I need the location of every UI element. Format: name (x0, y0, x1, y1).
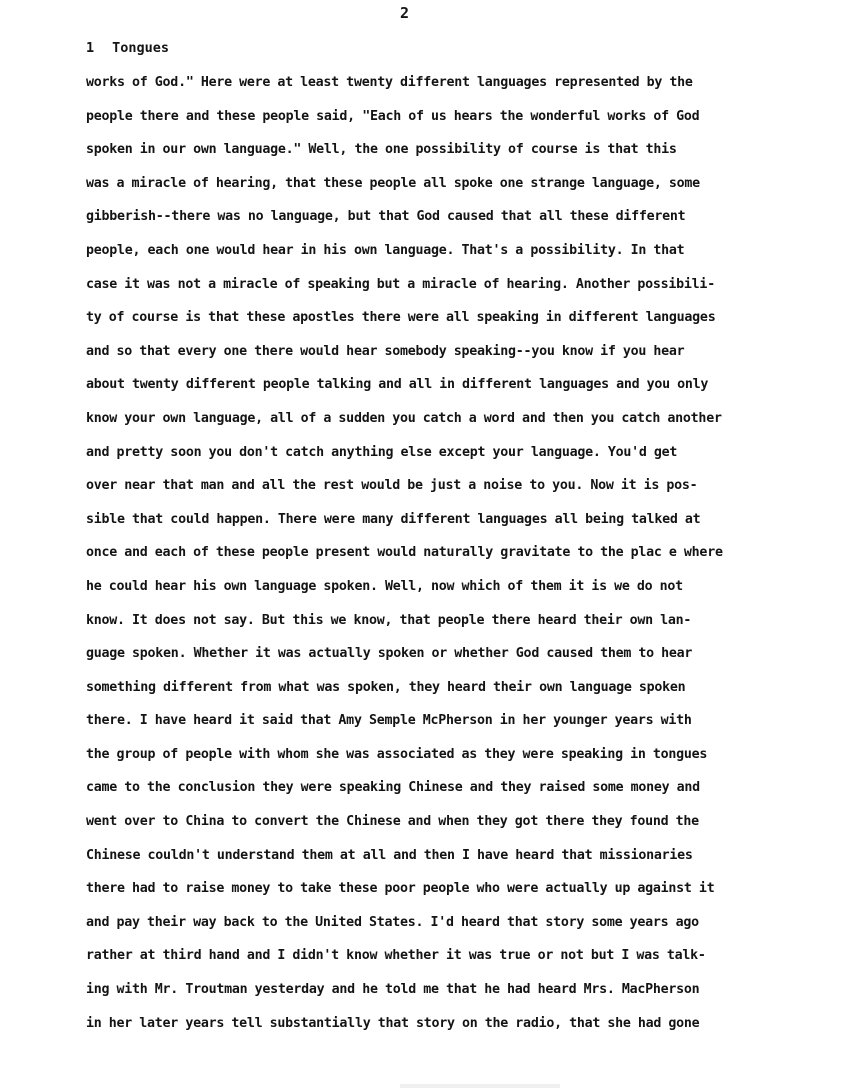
page-number: 2 (400, 4, 410, 22)
text-line: about twenty different people talking and all in different languages and you only (86, 377, 709, 393)
text-line: was a miracle of hearing, that these people all spoke one strange language, some (86, 175, 700, 191)
text-line: case it was not a miracle of speaking but a miracle of hearing. Another possibili- (86, 276, 715, 292)
text-line: guage spoken. Whether it was actually spoken or whether God caused them to hear (86, 646, 693, 662)
text-line: know your own language, all of a sudden you catch a word and then you catch another (86, 410, 722, 426)
text-line: Chinese couldn't understand them at all and then I have heard that missionaries (86, 847, 693, 863)
scan-artifact (400, 1084, 560, 1088)
text-line: ing with Mr. Troutman yesterday and he told me that he had heard Mrs. MacPherson (86, 982, 700, 998)
text-line: came to the conclusion they were speaking Chinese and they raised some money and (86, 780, 700, 796)
text-line: there had to raise money to take these poor people who were actually up against it (86, 881, 715, 897)
text-line: people there and these people said, "Each of us hears the wonderful works of God (86, 108, 700, 124)
text-line: there. I have heard it said that Amy Semple McPherson in her younger years with (86, 713, 692, 729)
text-line: the group of people with whom she was associated as they were speaking in tongues (86, 746, 708, 762)
text-line: sible that could happen. There were many different languages all being talked at (86, 511, 701, 527)
text-line: in her later years tell substantially that story on the radio, that she had gone (86, 1015, 700, 1031)
text-line: once and each of these people present would naturally gravitate to the plac e where (86, 545, 723, 561)
text-line: went over to China to convert the Chinese and when they got there they found the (86, 814, 699, 830)
text-line: something different from what was spoken, they heard their own language spoken (86, 679, 686, 695)
text-line: rather at third hand and I didn't know whether it was true or not but I was talk- (86, 948, 706, 964)
text-line: know. It does not say. But this we know, that people there heard their own lan- (86, 612, 692, 628)
text-line: and pretty soon you don't catch anything else except your language. You'd get (86, 444, 678, 460)
section-title: Tongues (112, 40, 170, 56)
text-line: over near that man and all the rest would be just a noise to you. Now it is pos- (86, 478, 698, 494)
text-line: he could hear his own language spoken. Well, now which of them it is we do not (86, 578, 683, 594)
section-header (86, 40, 169, 56)
text-line: and so that every one there would hear somebody speaking--you know if you hear (86, 343, 685, 359)
text-line: people, each one would hear in his own language. That's a possibility. In that (86, 242, 685, 258)
text-line: spoken in our own language." Well, the one possibility of course is that this (86, 142, 677, 158)
text-line: works of God." Here were at least twenty different languages represented by the (86, 75, 693, 90)
section-number: 1 (86, 40, 95, 56)
text-line: ty of course is that these apostles there were all speaking in different languages (86, 310, 716, 326)
text-line: and pay their way back to the United States. I'd heard that story some years ago (86, 914, 699, 930)
text-line: gibberish--there was no language, but that God caused that all these different (86, 209, 686, 225)
body-text (86, 73, 786, 1047)
